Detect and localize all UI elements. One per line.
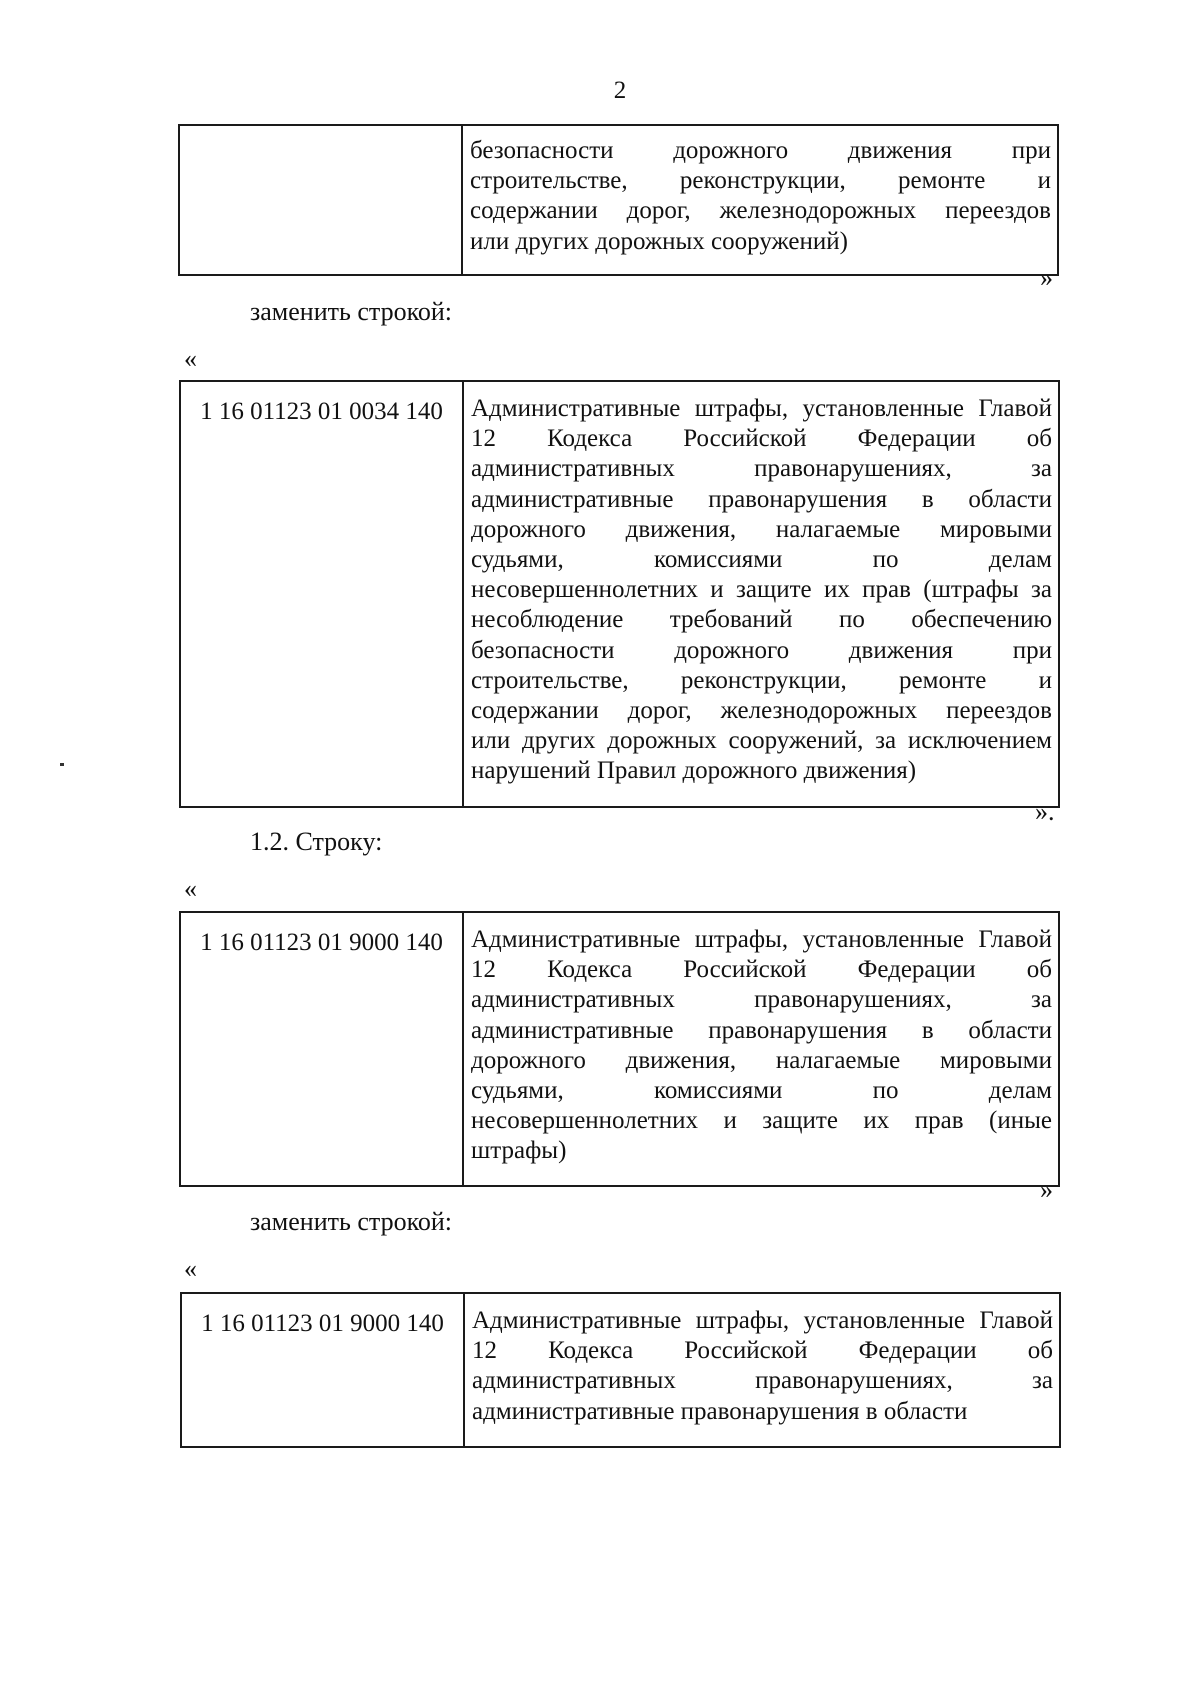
description-line: содержании дорог, железнодорожных переездов <box>471 696 1052 724</box>
description-text <box>465 1294 1059 1435</box>
description-line: Административные штрафы, установленные Главой <box>471 926 1052 953</box>
description-line: административных правонарушениях, за <box>472 1367 1053 1395</box>
description-line: безопасности дорожного движения при <box>470 137 1051 164</box>
scan-speck <box>60 763 64 766</box>
item-1-2-text: 1.2. Строку: <box>250 827 383 856</box>
description-line: 12 Кодекса Российской Федерации об <box>471 956 1052 984</box>
description-line: 12 Кодекса Российской Федерации об <box>471 425 1052 453</box>
table-row <box>179 125 1058 275</box>
replace-with-text: заменить строкой: <box>250 1207 453 1236</box>
description-line: несоблюдение требований по обеспечению <box>471 606 1052 634</box>
table-row <box>180 381 1059 807</box>
description-line: административные правонарушения в области <box>471 1016 1052 1044</box>
open-quote: « <box>184 344 197 373</box>
budget-code: 1 16 01123 01 9000 140 <box>201 1310 444 1337</box>
close-quote: » <box>1040 263 1053 292</box>
description-text <box>464 382 1058 794</box>
code-table-continuation <box>178 124 1059 276</box>
open-quote: « <box>184 874 197 903</box>
description-line: 12 Кодекса Российской Федерации об <box>472 1337 1053 1365</box>
code-table-0034 <box>179 380 1060 808</box>
description-line: дорожного движения, налагаемые мировыми <box>471 1046 1052 1074</box>
description-line: безопасности дорожного движения при <box>471 636 1052 664</box>
description-line: строительстве, реконструкции, ремонте и <box>471 666 1052 694</box>
description-line: нарушений Правил дорожного движения) <box>471 757 917 785</box>
description-line: административные правонарушения в области <box>472 1397 968 1425</box>
page-number: 2 <box>613 77 627 104</box>
description-line: административные правонарушения в области <box>471 485 1052 513</box>
description-text <box>464 913 1058 1175</box>
description-line: дорожного движения, налагаемые мировыми <box>471 515 1052 543</box>
close-quote: » <box>1040 1175 1053 1204</box>
description-cell <box>463 912 1059 1186</box>
description-line: или других дорожных сооружений) <box>470 227 848 255</box>
description-line: штрафы) <box>471 1137 567 1165</box>
code-table-9000-new <box>180 1292 1061 1448</box>
code-cell <box>179 125 462 275</box>
description-line: Административные штрафы, установленные Главой <box>471 395 1052 422</box>
code-cell <box>180 912 463 1186</box>
description-line: несовершеннолетних и защите их прав (иные <box>471 1107 1052 1135</box>
code-table-9000-old <box>179 911 1060 1187</box>
description-text <box>463 126 1057 265</box>
description-line: судьями, комиссиями по делам <box>471 1076 1052 1104</box>
description-line: строительстве, реконструкции, ремонте и <box>470 167 1051 195</box>
table-row <box>180 912 1059 1186</box>
description-cell <box>462 125 1058 275</box>
description-line: содержании дорог, железнодорожных переездов <box>470 197 1051 225</box>
budget-code: 1 16 01123 01 0034 140 <box>200 398 443 425</box>
open-quote: « <box>184 1254 197 1283</box>
description-cell <box>463 381 1059 807</box>
description-line: или других дорожных сооружений, за исключением <box>471 727 1052 755</box>
description-line: несовершеннолетних и защите их прав (штрафы за <box>471 576 1052 604</box>
code-cell <box>181 1293 464 1447</box>
table-row <box>181 1293 1060 1447</box>
code-cell <box>180 381 463 807</box>
description-line: административных правонарушениях, за <box>471 986 1052 1014</box>
replace-with-text: заменить строкой: <box>250 297 453 326</box>
close-quote-period: ». <box>1035 797 1055 826</box>
budget-code: 1 16 01123 01 9000 140 <box>200 929 443 956</box>
description-cell <box>464 1293 1060 1447</box>
description-line: Административные штрафы, установленные Главой <box>472 1307 1053 1334</box>
description-line: судьями, комиссиями по делам <box>471 545 1052 573</box>
description-line: административных правонарушениях, за <box>471 455 1052 483</box>
